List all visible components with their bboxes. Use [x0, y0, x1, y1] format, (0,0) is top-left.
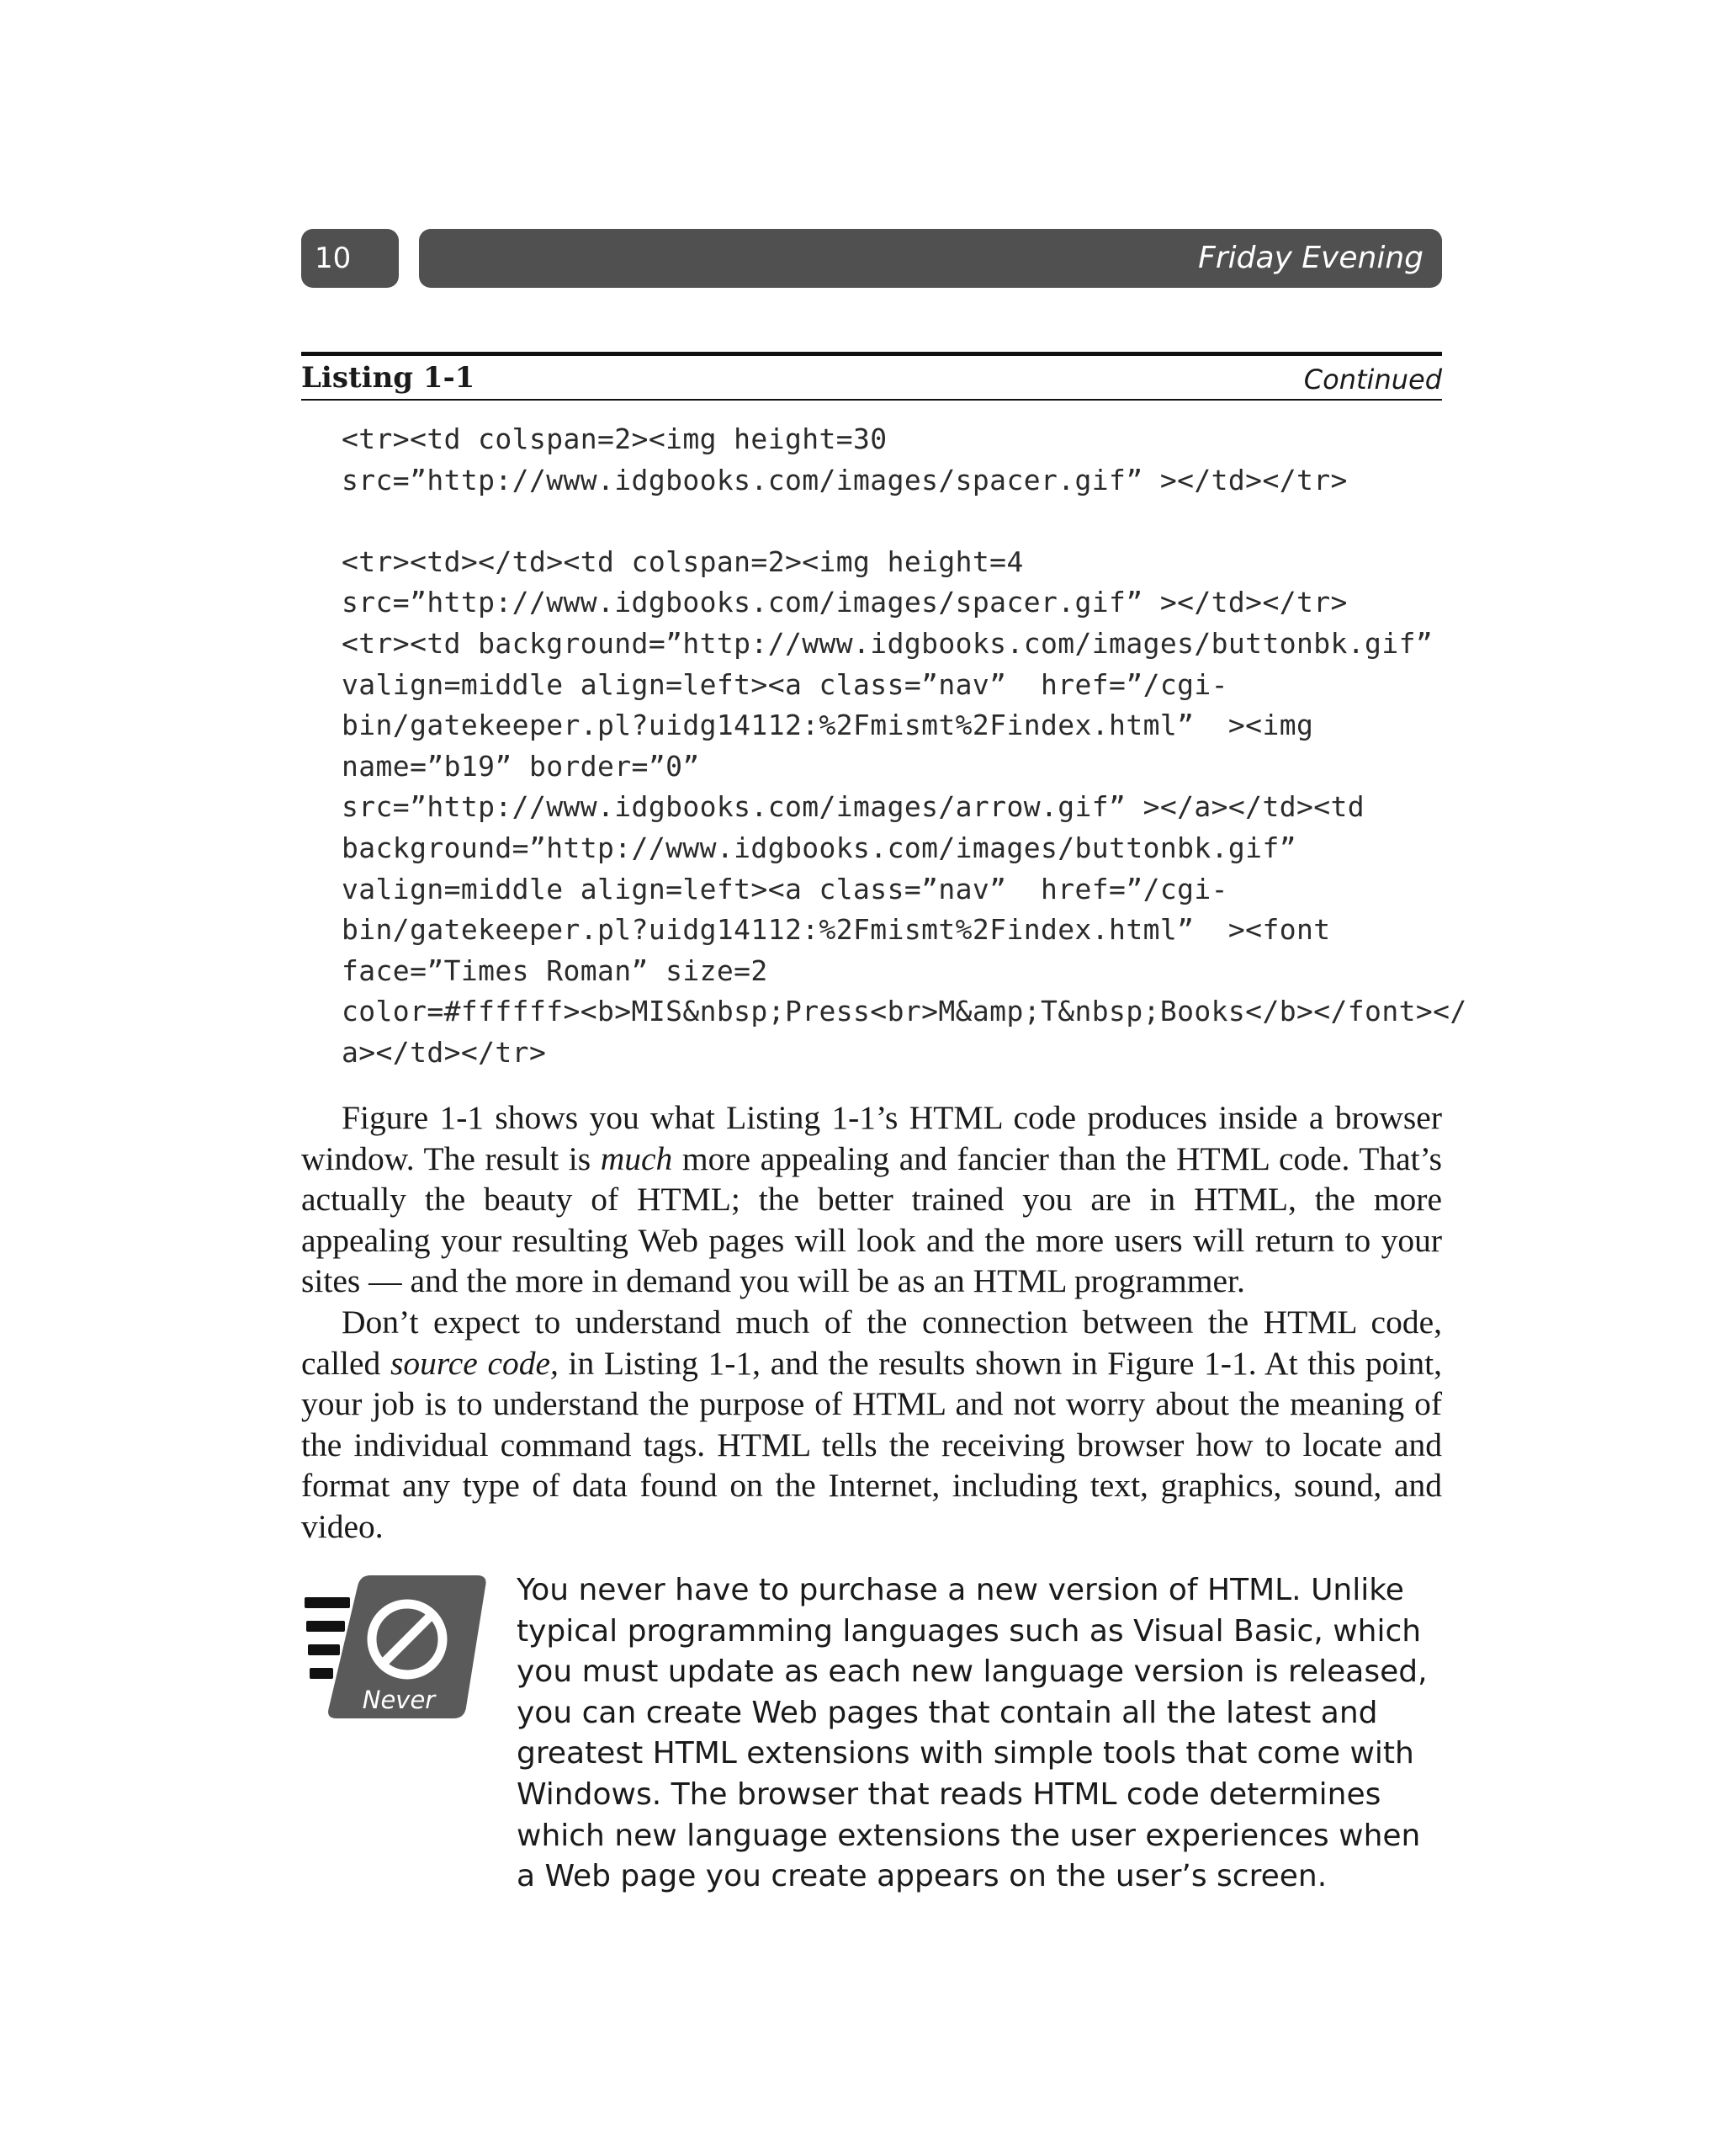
code-line: src=”http://www.idgbooks.com/images/arrow.gif” ></a></td><td — [342, 790, 1365, 824]
paragraph-text: more appealing and fancier than the HTML code. That’s actually the beauty of HTML; the better trained you are in HTML, the more appealing your resulting Web pages will look and the more users will return to your sites — and the more in demand you will be as an HTML programmer. — [301, 1139, 1442, 1300]
listing-continued-label: Continued — [1303, 364, 1442, 396]
never-note — [517, 1570, 1444, 1898]
code-line: bin/gatekeeper.pl?uidg14112:%2Fmismt%2Findex.html” ><font — [342, 913, 1331, 947]
code-line: src=”http://www.idgbooks.com/images/spacer.gif” ></td></tr> — [342, 463, 1348, 497]
code-line: background=”http://www.idgbooks.com/images/buttonbk.gif” — [342, 831, 1296, 864]
code-listing — [342, 419, 1467, 1074]
page-header — [301, 229, 1442, 288]
listing-title: Listing 1-1 — [301, 361, 475, 395]
paragraph-text: Don’t expect to understand much of the connection between the HTML code, called — [301, 1303, 1442, 1382]
listing-header — [301, 352, 1442, 401]
code-line: valign=middle align=left><a class=”nav” href=”/cgi- — [342, 872, 1228, 905]
note-text: You never have to purchase a new version of HTML. Unlike typical programming languages such as Visual Basic, which you must update as each new language version is released, you can create Web pages that contain all the latest and greatest HTML extensions with simple tools that come with Windows. The browser that reads HTML code determines which new language extensions the user experiences when a Web page you create appears on the user’s screen. — [517, 1573, 1428, 1894]
code-line: a></td></tr> — [342, 1035, 547, 1069]
code-line — [342, 501, 1444, 542]
body-paragraph — [301, 1097, 1442, 1302]
never-icon — [305, 1575, 490, 1720]
paragraph-text: in Listing 1-1, and the results shown in Figure 1-1. At this point, your job is to understand the purpose of HTML and not worry about the meaning of the individual command tags. HTML tells the receiving browser how to locate and format any type of data found on the Internet, including text, graphics, sound, and video. — [301, 1344, 1442, 1545]
code-line: src=”http://www.idgbooks.com/images/spacer.gif” ></td></tr> — [342, 586, 1348, 619]
code-line: <tr><td colspan=2><img height=30 — [342, 422, 888, 455]
code-line: name=”b19” border=”0” — [342, 749, 700, 783]
running-head: Friday Evening — [419, 229, 1442, 288]
code-line: color=#ffffff><b>MIS&nbsp;Press<br>M&amp;T&nbsp;Books</b></font></ — [342, 995, 1467, 1028]
emphasis-text: much — [600, 1139, 673, 1177]
code-line: valign=middle align=left><a class=”nav” href=”/cgi- — [342, 667, 1228, 701]
body-paragraph — [301, 1302, 1442, 1548]
code-line: face=”Times Roman” size=2 — [342, 953, 768, 987]
code-line: <tr><td background=”http://www.idgbooks.com/images/buttonbk.gif” — [342, 626, 1434, 660]
page-number: 10 — [301, 229, 399, 288]
paragraph-text: Figure 1-1 shows you what Listing 1-1’s HTML code produces inside a browser window. The result is — [301, 1099, 1442, 1177]
body-text — [301, 1097, 1442, 1548]
never-icon-label: Never — [362, 1686, 436, 1714]
emphasis-text: source code, — [390, 1344, 559, 1382]
code-line: <tr><td></td><td colspan=2><img height=4 — [342, 544, 1024, 578]
code-line: bin/gatekeeper.pl?uidg14112:%2Fmismt%2Findex.html” ><img — [342, 709, 1314, 742]
